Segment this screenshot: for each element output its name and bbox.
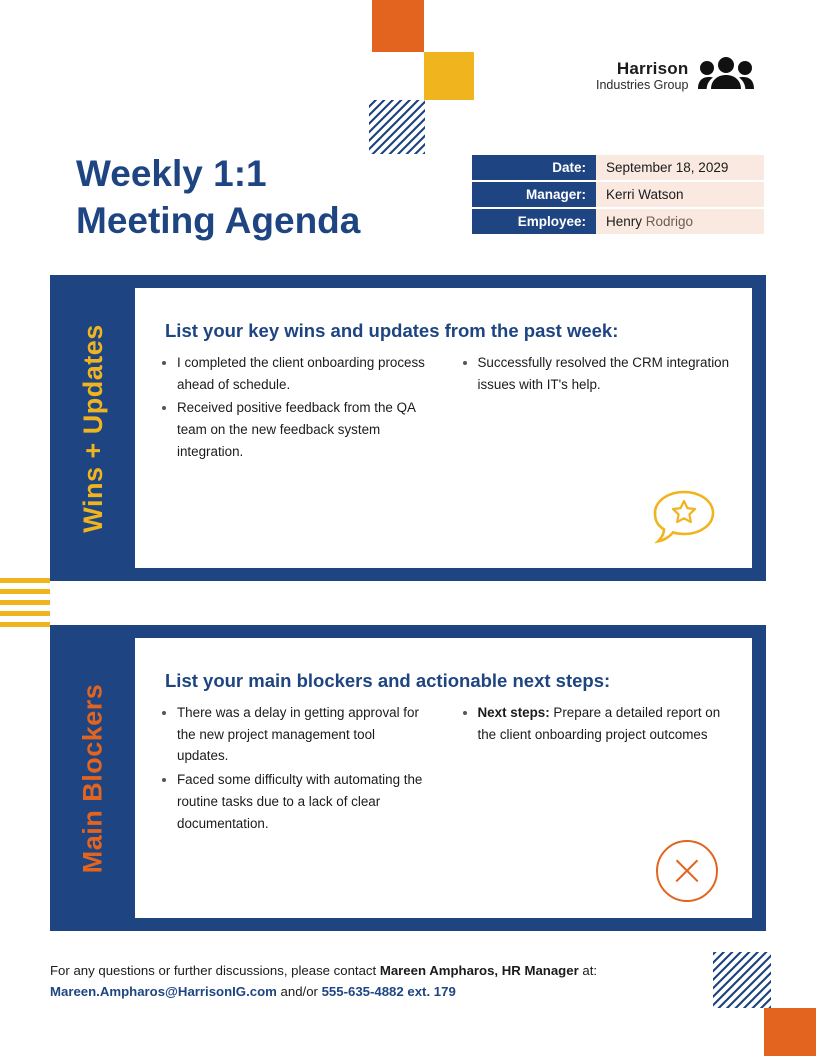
list-item (478, 702, 731, 745)
section-wins-columns (135, 342, 752, 465)
section-wins-updates (50, 275, 766, 581)
section-blockers-side-tab (50, 625, 136, 931)
list-item: • Successfully resolved the CRM integration issues with IT's help. (478, 352, 731, 395)
decorative-hatch-top (369, 100, 425, 154)
section-main-blockers (50, 625, 766, 931)
section-wins-left-column (151, 352, 430, 465)
decorative-square-orange-top (372, 0, 424, 52)
page-title-line-2: Meeting Agenda (76, 200, 361, 242)
circle-cross-icon (656, 840, 718, 902)
list-item: • There was a delay in getting approval for the new project management tool updates. (177, 702, 430, 767)
meta-value-date: September 18, 2029 (596, 155, 764, 180)
company-logo (596, 56, 754, 95)
section-wins-right-column (452, 352, 731, 465)
meta-row-employee (472, 209, 764, 234)
meta-label-date: Date: (472, 155, 596, 180)
section-blockers-right-column (452, 702, 731, 836)
section-wins-side-tab (50, 275, 136, 581)
page-title-line-1: Weekly 1:1 (76, 153, 267, 194)
meta-label-employee: Employee: (472, 209, 596, 234)
meta-row-manager (472, 182, 764, 207)
decorative-square-yellow-top (424, 52, 474, 100)
list-item: • Faced some difficulty with automating the routine tasks due to a lack of clear documentation. (177, 769, 430, 834)
logo-company-name: Harrison (616, 58, 689, 78)
section-blockers-heading: List your main blockers and actionable next steps: (165, 670, 611, 691)
decorative-hatch-bottom (713, 952, 771, 1008)
section-wins-side-label: Wins + Updates (77, 323, 108, 533)
meta-value-employee-last: Rodrigo (645, 214, 694, 229)
meta-row-date (472, 155, 764, 180)
list-item: • I completed the client onboarding process ahead of schedule. (177, 352, 430, 395)
section-blockers-left-column (151, 702, 430, 836)
footer-at-text: at: (578, 963, 598, 978)
logo-text (596, 59, 688, 93)
page-title (76, 150, 456, 245)
section-wins-heading: List your key wins and updates from the past week: (165, 320, 619, 341)
next-steps-label: Next steps: (477, 705, 550, 720)
meta-value-manager: Kerri Watson (596, 182, 764, 207)
decorative-stripes-left (0, 578, 50, 628)
section-blockers-side-label: Main Blockers (77, 683, 108, 873)
footer-phone[interactable]: 555-635-4882 ext. 179 (321, 984, 456, 1000)
footer-email-link[interactable]: Mareen.Ampharos@HarrisonIG.com (50, 984, 277, 1000)
section-blockers-columns (135, 692, 752, 836)
logo-company-subtitle: Industries Group (596, 78, 689, 93)
footer-person-name: Mareen Ampharos, HR Manager (379, 963, 579, 978)
meeting-meta-table (472, 153, 764, 236)
meta-label-manager: Manager: (472, 182, 596, 207)
section-wins-card (135, 288, 752, 568)
meta-value-employee (596, 209, 764, 234)
section-blockers-card (135, 638, 752, 918)
meta-value-employee-first: Henry (606, 214, 646, 229)
people-group-icon (698, 56, 754, 95)
footer-intro-text: For any questions or further discussions, please contact (50, 963, 380, 978)
list-item: • Received positive feedback from the QA team on the new feedback system integration. (177, 397, 430, 462)
footer-separator-text: and/or (276, 984, 322, 1000)
speech-bubble-star-icon (648, 488, 720, 550)
next-steps-text: Prepare a detailed report on the client onboarding project outcomes (477, 705, 721, 742)
decorative-square-orange-bottom (764, 1008, 816, 1056)
footer-contact (50, 960, 690, 1002)
